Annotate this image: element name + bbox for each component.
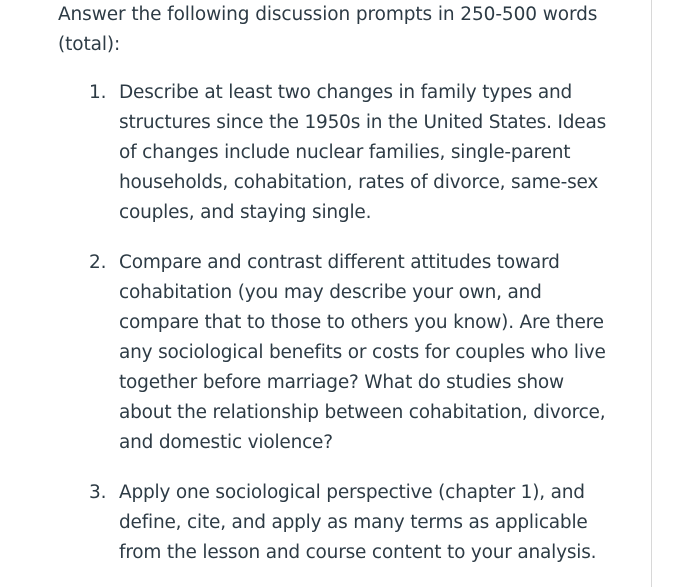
prompt-list <box>0 78 640 568</box>
prompt-item-1 <box>0 78 619 228</box>
intro-paragraph: Answer the following discussion prompts in 250-500 words (total): <box>58 4 598 55</box>
prompt-text: Apply one sociological perspective (chapter 1), and define, cite, and apply as many terms as applicable from the lesson and course content to your analysis. <box>119 482 597 563</box>
prompt-text: Compare and contrast different attitudes toward cohabitation (you may describe your own, and compare that to those to others you know). Are there any sociological benefits or costs for couples who live together before marriage? What do studies show about the relationship between cohabitation, divorce, and domestic violence? <box>119 252 606 453</box>
prompt-item-3 <box>0 478 619 568</box>
prompt-item-2 <box>0 248 619 458</box>
prompt-number: 3. <box>89 482 107 503</box>
prompt-text: Describe at least two changes in family types and structures since the 1950s in the United States. Ideas of changes include nuclear families, single-parent households, cohabitation, rates of divorce, same-sex couples, and staying single. <box>119 82 607 223</box>
prompt-number: 1. <box>89 82 107 103</box>
prompt-number: 2. <box>89 252 107 273</box>
